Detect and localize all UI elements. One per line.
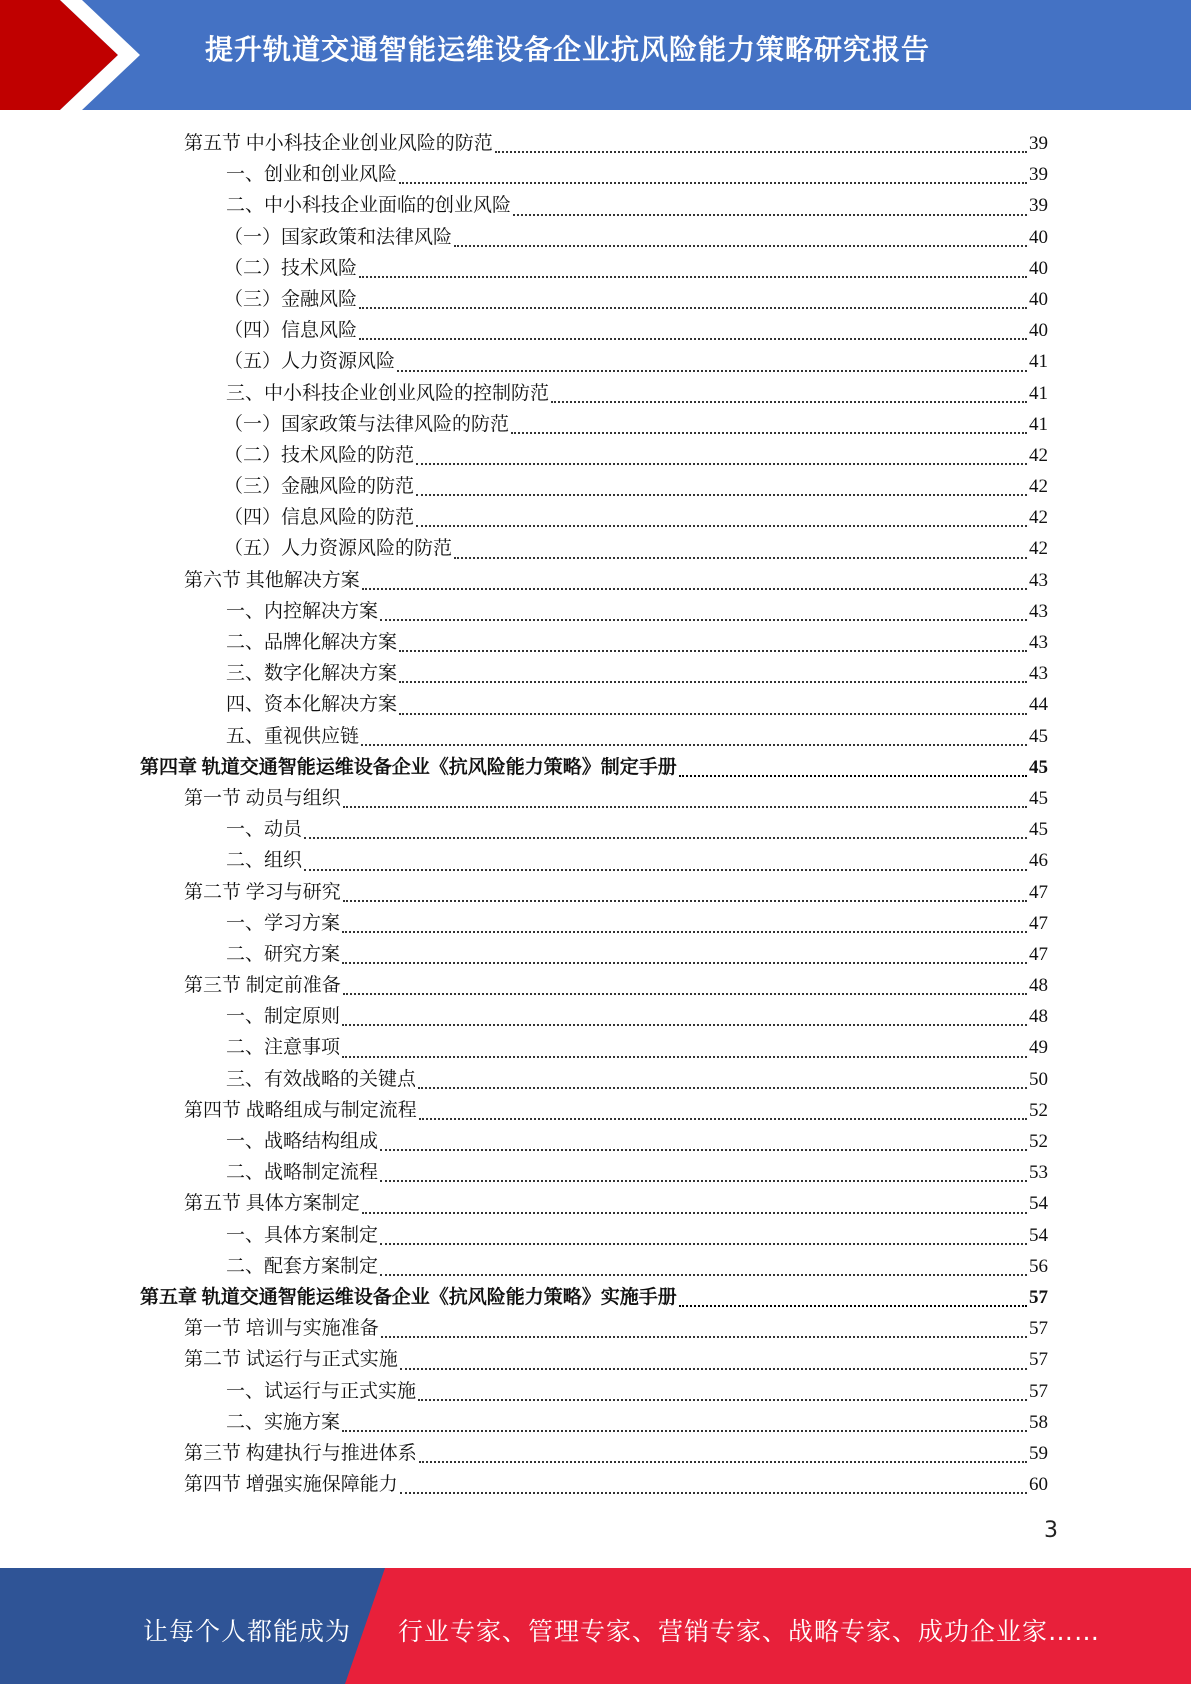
toc-entry-page: 41 [1029,382,1048,404]
toc-dot-leader [380,1242,1027,1245]
toc-entry-label: （三）金融风险的防范 [224,476,415,498]
toc-entry[interactable] [140,159,1048,190]
toc-dot-leader [397,369,1027,372]
toc-entry[interactable] [140,1376,1048,1407]
toc-entry-label: 第一节 动员与组织 [184,787,341,809]
toc-entry-page: 54 [1029,1224,1048,1246]
toc-entry[interactable] [140,1001,1048,1032]
toc-entry[interactable] [140,1251,1048,1282]
toc-entry-page: 44 [1029,694,1048,716]
toc-entry[interactable] [140,284,1048,315]
toc-entry[interactable] [140,1407,1048,1438]
toc-dot-leader [679,1304,1027,1307]
toc-entry[interactable] [140,346,1048,377]
toc-entry-page: 57 [1029,1380,1048,1402]
toc-entry-page: 45 [1029,756,1048,778]
page-footer [0,1568,1191,1684]
toc-dot-leader [400,1367,1027,1370]
toc-entry[interactable] [140,378,1048,409]
toc-entry-label: 二、品牌化解决方案 [226,632,398,653]
toc-entry[interactable] [140,1188,1048,1219]
toc-entry-label: 一、内控解决方案 [226,600,379,622]
toc-entry-page: 50 [1029,1068,1048,1090]
toc-entry-label: 第四章 轨道交通智能运维设备企业《抗风险能力策略》制定手册 [140,756,677,778]
toc-entry-page: 43 [1029,600,1048,622]
toc-entry-label: 三、中小科技企业创业风险的控制防范 [226,382,550,404]
toc-entry-page: 43 [1029,632,1048,653]
toc-entry-label: 一、动员 [226,819,303,841]
toc-entry-page: 54 [1029,1193,1048,1215]
toc-dot-leader [418,1398,1027,1401]
toc-dot-leader [362,1211,1027,1214]
toc-entry-page: 49 [1029,1037,1048,1059]
toc-dot-leader [342,1429,1027,1432]
toc-entry-page: 42 [1029,538,1048,560]
toc-entry-page: 47 [1029,881,1048,903]
toc-dot-leader [342,1055,1027,1058]
toc-dot-leader [343,992,1027,995]
toc-dot-leader [495,150,1027,153]
toc-entry[interactable] [140,689,1048,720]
toc-dot-leader [454,556,1027,559]
toc-entry-page: 60 [1029,1474,1048,1496]
toc-dot-leader [342,961,1027,964]
toc-entry[interactable] [140,908,1048,939]
toc-entry-page: 59 [1029,1442,1048,1464]
toc-entry[interactable] [140,596,1048,627]
toc-dot-leader [399,181,1027,184]
toc-dot-leader [380,1148,1027,1151]
toc-dot-leader [362,587,1027,590]
toc-dot-leader [399,680,1027,683]
toc-dot-leader [416,524,1027,527]
toc-dot-leader [551,400,1027,403]
toc-entry-label: （二）技术风险 [224,257,358,279]
toc-entry-label: 二、中小科技企业面临的创业风险 [226,195,512,217]
toc-entry-label: 一、学习方案 [226,912,341,934]
toc-entry[interactable] [140,1064,1048,1095]
toc-entry[interactable] [140,253,1048,284]
toc-entry-page: 39 [1029,133,1048,154]
toc-entry-label: 二、组织 [226,850,303,872]
toc-entry-page: 48 [1029,975,1048,997]
toc-dot-leader [679,774,1027,777]
toc-entry-label: （五）人力资源风险 [224,351,396,373]
toc-dot-leader [400,1491,1027,1494]
toc-entry[interactable] [140,939,1048,970]
toc-dot-leader [381,1335,1027,1338]
toc-entry-label: （一）国家政策与法律风险的防范 [224,413,510,435]
toc-dot-leader [343,899,1027,902]
toc-entry[interactable] [140,783,1048,814]
toc-entry-label: 一、试运行与正式实施 [226,1380,417,1402]
toc-dot-leader [419,1460,1027,1463]
toc-entry-page: 42 [1029,444,1048,466]
toc-entry[interactable] [140,471,1048,502]
toc-entry-page: 46 [1029,850,1048,872]
toc-entry-label: 第五章 轨道交通智能运维设备企业《抗风险能力策略》实施手册 [140,1286,677,1308]
toc-entry-page: 58 [1029,1411,1048,1433]
toc-entry-label: （五）人力资源风险的防范 [224,538,453,560]
page-number: 3 [1044,1518,1058,1543]
toc-dot-leader [342,930,1027,933]
toc-entry-label: 第四节 增强实施保障能力 [184,1474,398,1496]
toc-entry[interactable] [140,1282,1048,1313]
toc-entry[interactable] [140,814,1048,845]
toc-entry-label: 第六节 其他解决方案 [184,569,360,591]
toc-entry-page: 42 [1029,476,1048,498]
toc-entry-label: 二、注意事项 [226,1037,341,1059]
toc-dot-leader [359,337,1027,340]
toc-entry-page: 40 [1029,288,1048,310]
footer-slogan-left: 让每个人都能成为 [143,1617,352,1646]
toc-dot-leader [380,1179,1027,1182]
toc-entry-page: 40 [1029,320,1048,342]
toc-entry-page: 43 [1029,569,1048,591]
toc-entry[interactable] [140,1032,1048,1063]
toc-entry-page: 48 [1029,1006,1048,1028]
toc-entry-page: 52 [1029,1131,1048,1152]
toc-entry[interactable] [140,128,1048,159]
toc-dot-leader [418,1086,1027,1089]
toc-entry-page: 57 [1029,1286,1048,1308]
toc-entry[interactable] [140,877,1048,908]
toc-entry[interactable] [140,721,1048,752]
toc-entry-label: 第二节 学习与研究 [184,881,341,903]
toc-entry[interactable] [140,752,1048,783]
toc-entry-label: 第三节 制定前准备 [184,975,341,997]
toc-entry-label: （三）金融风险 [224,288,358,310]
toc-entry[interactable] [140,190,1048,221]
toc-entry-label: 一、创业和创业风险 [226,164,398,186]
toc-entry[interactable] [140,502,1048,533]
toc-entry-page: 45 [1029,787,1048,809]
toc-entry[interactable] [140,1313,1048,1344]
toc-entry-page: 39 [1029,164,1048,186]
toc-entry[interactable] [140,409,1048,440]
toc-entry-label: 五、重视供应链 [226,725,360,747]
toc-entry-page: 47 [1029,912,1048,934]
toc-entry[interactable] [140,440,1048,471]
toc-entry-page: 57 [1029,1349,1048,1371]
toc-entry-page: 41 [1029,351,1048,373]
toc-entry-label: 一、制定原则 [226,1006,341,1028]
table-of-contents [140,128,1048,1500]
toc-dot-leader [416,462,1027,465]
toc-entry[interactable] [140,627,1048,658]
footer-slogan-right: 行业专家、管理专家、营销专家、战略专家、成功企业家…… [398,1617,1101,1646]
toc-dot-leader [419,1117,1027,1120]
toc-entry[interactable] [140,315,1048,346]
report-title: 提升轨道交通智能运维设备企业抗风险能力策略研究报告 [205,33,931,66]
toc-dot-leader [361,743,1027,746]
toc-dot-leader [399,712,1027,715]
toc-entry-page: 40 [1029,257,1048,279]
toc-entry-label: 二、实施方案 [226,1411,341,1433]
toc-entry-label: 一、战略结构组成 [226,1131,379,1152]
toc-entry[interactable] [140,1126,1048,1157]
toc-dot-leader [380,1273,1027,1276]
toc-entry[interactable] [140,1469,1048,1500]
toc-entry-label: 第二节 试运行与正式实施 [184,1349,398,1371]
toc-entry-page: 45 [1029,819,1048,841]
toc-entry-label: 四、资本化解决方案 [226,694,398,716]
toc-entry-page: 43 [1029,663,1048,685]
toc-entry-page: 53 [1029,1162,1048,1184]
toc-dot-leader [304,868,1027,871]
toc-entry-label: 第三节 构建执行与推进体系 [184,1442,417,1464]
toc-entry[interactable] [140,222,1048,253]
toc-entry-page: 40 [1029,226,1048,248]
toc-entry-label: （二）技术风险的防范 [224,444,415,466]
toc-entry-label: 第一节 培训与实施准备 [184,1318,379,1340]
toc-entry-label: 一、具体方案制定 [226,1224,379,1246]
toc-entry[interactable] [140,970,1048,1001]
toc-entry[interactable] [140,845,1048,876]
toc-dot-leader [304,836,1027,839]
toc-entry[interactable] [140,658,1048,689]
toc-entry-page: 42 [1029,507,1048,529]
toc-entry[interactable] [140,1220,1048,1251]
toc-entry-page: 39 [1029,195,1048,217]
toc-entry-label: 第五节 具体方案制定 [184,1193,360,1215]
toc-dot-leader [513,213,1027,216]
toc-dot-leader [342,1023,1027,1026]
toc-entry-label: （一）国家政策和法律风险 [224,226,453,248]
toc-entry-page: 56 [1029,1255,1048,1277]
toc-entry-page: 57 [1029,1318,1048,1340]
toc-entry[interactable] [140,533,1048,564]
toc-entry-label: （四）信息风险 [224,320,358,342]
toc-entry-label: （四）信息风险的防范 [224,507,415,529]
toc-dot-leader [380,618,1027,621]
toc-entry[interactable] [140,1438,1048,1469]
toc-entry-page: 41 [1029,413,1048,435]
page-header [0,0,1191,110]
toc-entry-label: 二、研究方案 [226,943,341,965]
toc-entry-page: 47 [1029,943,1048,965]
toc-entry-label: 二、战略制定流程 [226,1162,379,1184]
toc-entry[interactable] [140,1344,1048,1375]
toc-dot-leader [359,275,1027,278]
toc-entry-label: 二、配套方案制定 [226,1255,379,1277]
toc-dot-leader [359,306,1027,309]
toc-entry-label: 三、数字化解决方案 [226,663,398,685]
toc-entry[interactable] [140,1157,1048,1188]
toc-dot-leader [399,649,1027,652]
toc-entry-page: 45 [1029,725,1048,747]
toc-entry[interactable] [140,1095,1048,1126]
toc-dot-leader [511,431,1027,434]
toc-entry-label: 第五节 中小科技企业创业风险的防范 [184,133,493,154]
toc-dot-leader [343,805,1027,808]
toc-entry-page: 52 [1029,1099,1048,1121]
toc-entry-label: 三、有效战略的关键点 [226,1068,417,1090]
toc-dot-leader [416,493,1027,496]
toc-dot-leader [454,244,1027,247]
toc-entry-label: 第四节 战略组成与制定流程 [184,1099,417,1121]
toc-entry[interactable] [140,565,1048,596]
